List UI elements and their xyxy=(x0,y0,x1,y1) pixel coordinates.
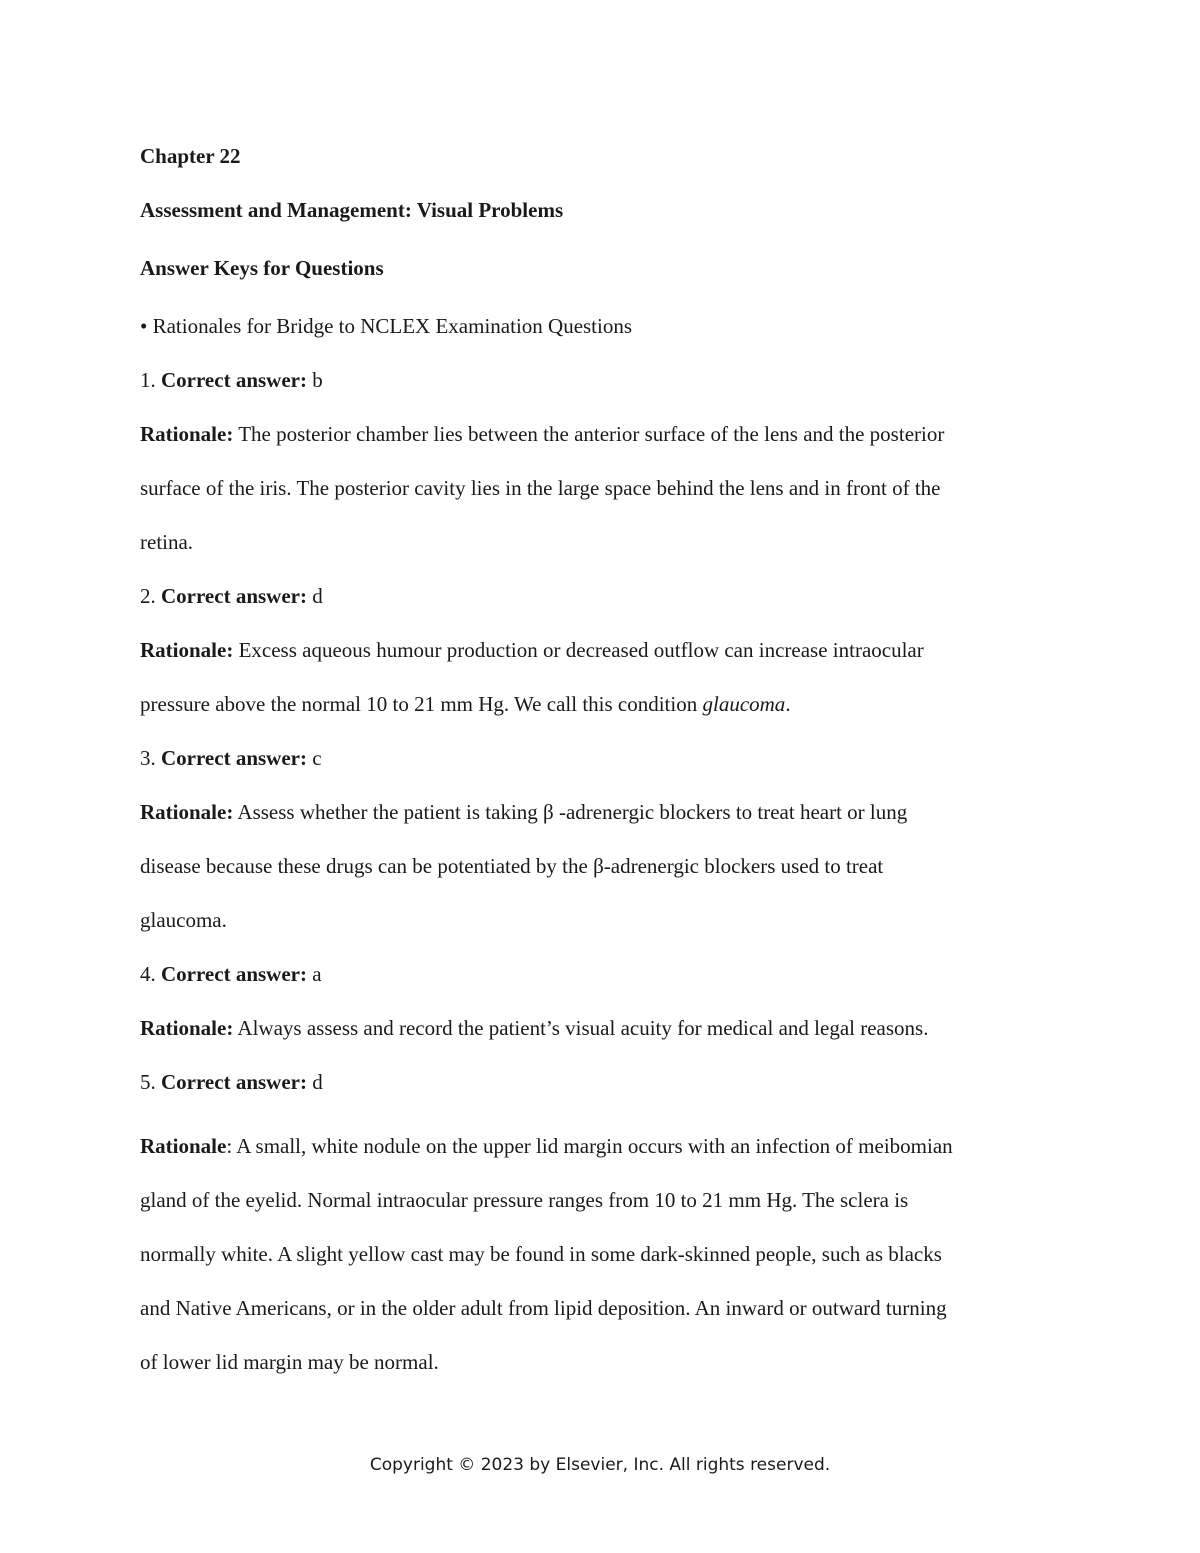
rationale-colon: : xyxy=(226,1134,233,1158)
answer-line-2 xyxy=(140,578,1060,632)
answer-line-5 xyxy=(140,1064,1060,1128)
rationale-label: Rationale: xyxy=(140,1016,234,1040)
rationale-label: Rationale: xyxy=(140,800,234,824)
correct-answer-label: Correct answer: xyxy=(161,1070,307,1094)
rationale-5-line-3: normally white. A slight yellow cast may be found in some dark-skinned people, such as blacks xyxy=(140,1242,942,1266)
chapter-title: Assessment and Management: Visual Problems xyxy=(140,198,564,222)
rationale-4-line-1 xyxy=(140,1010,1060,1064)
correct-answer-label: Correct answer: xyxy=(161,746,307,770)
correct-answer-label: Correct answer: xyxy=(161,962,307,986)
question-number: 1. xyxy=(140,368,161,392)
correct-answer-value: d xyxy=(306,584,323,608)
copyright-footer: Copyright © 2023 by Elsevier, Inc. All rights reserved. xyxy=(369,1455,831,1475)
rationale-3-line-1 xyxy=(140,794,1060,848)
answer-line-4 xyxy=(140,956,1060,1010)
rationale-text: Assess whether the patient is taking β -adrenergic blockers to treat heart or lung xyxy=(233,800,908,824)
rationale-5-line-2: gland of the eyelid. Normal intraocular pressure ranges from 10 to 21 mm Hg. The sclera is xyxy=(140,1188,909,1212)
correct-answer-label: Correct answer: xyxy=(161,368,307,392)
answer-line-1 xyxy=(140,362,1060,416)
correct-answer-value: b xyxy=(306,368,323,392)
rationale-2-line-1 xyxy=(140,632,1060,686)
section-bullet: • Rationales for Bridge to NCLEX Examination Questions xyxy=(140,314,633,338)
section-heading: Answer Keys for Questions xyxy=(140,256,384,280)
chapter-heading: Chapter 22 xyxy=(140,144,241,168)
question-number: 3. xyxy=(140,746,161,770)
answer-line-3 xyxy=(140,740,1060,794)
rationale-3-line-2: disease because these drugs can be potentiated by the β-adrenergic blockers used to treat xyxy=(140,854,884,878)
rationale-2-line-2 xyxy=(140,686,1060,740)
rationale-text: pressure above the normal 10 to 21 mm Hg. We call this condition xyxy=(140,692,703,716)
document-page xyxy=(140,138,1060,1398)
correct-answer-value: c xyxy=(306,746,322,770)
rationale-text: Excess aqueous humour production or decreased outflow can increase intraocular xyxy=(233,638,924,662)
rationale-label: Rationale xyxy=(140,1134,227,1158)
correct-answer-value: d xyxy=(306,1070,323,1094)
rationale-3-line-3: glaucoma. xyxy=(140,908,227,932)
rationale-1-line-3: retina. xyxy=(140,530,194,554)
correct-answer-label: Correct answer: xyxy=(161,584,307,608)
rationale-label: Rationale: xyxy=(140,422,234,446)
rationale-text: A small, white nodule on the upper lid margin occurs with an infection of meibomian xyxy=(232,1134,953,1158)
rationale-5-line-1 xyxy=(140,1128,1060,1182)
rationale-5-line-4: and Native Americans, or in the older adult from lipid deposition. An inward or outward turning xyxy=(140,1296,947,1320)
rationale-5-line-5: of lower lid margin may be normal. xyxy=(140,1350,439,1374)
question-number: 2. xyxy=(140,584,161,608)
rationale-1-line-1 xyxy=(140,416,1060,470)
rationale-text-end: . xyxy=(785,692,791,716)
question-number: 5. xyxy=(140,1070,161,1094)
rationale-text: The posterior chamber lies between the anterior surface of the lens and the posterior xyxy=(233,422,945,446)
correct-answer-value: a xyxy=(306,962,322,986)
rationale-1-line-2: surface of the iris. The posterior cavity lies in the large space behind the lens and in front of the xyxy=(140,476,941,500)
rationale-label: Rationale: xyxy=(140,638,234,662)
rationale-text: Always assess and record the patient’s visual acuity for medical and legal reasons. xyxy=(233,1016,929,1040)
question-number: 4. xyxy=(140,962,161,986)
emphasized-term: glaucoma xyxy=(702,692,786,716)
